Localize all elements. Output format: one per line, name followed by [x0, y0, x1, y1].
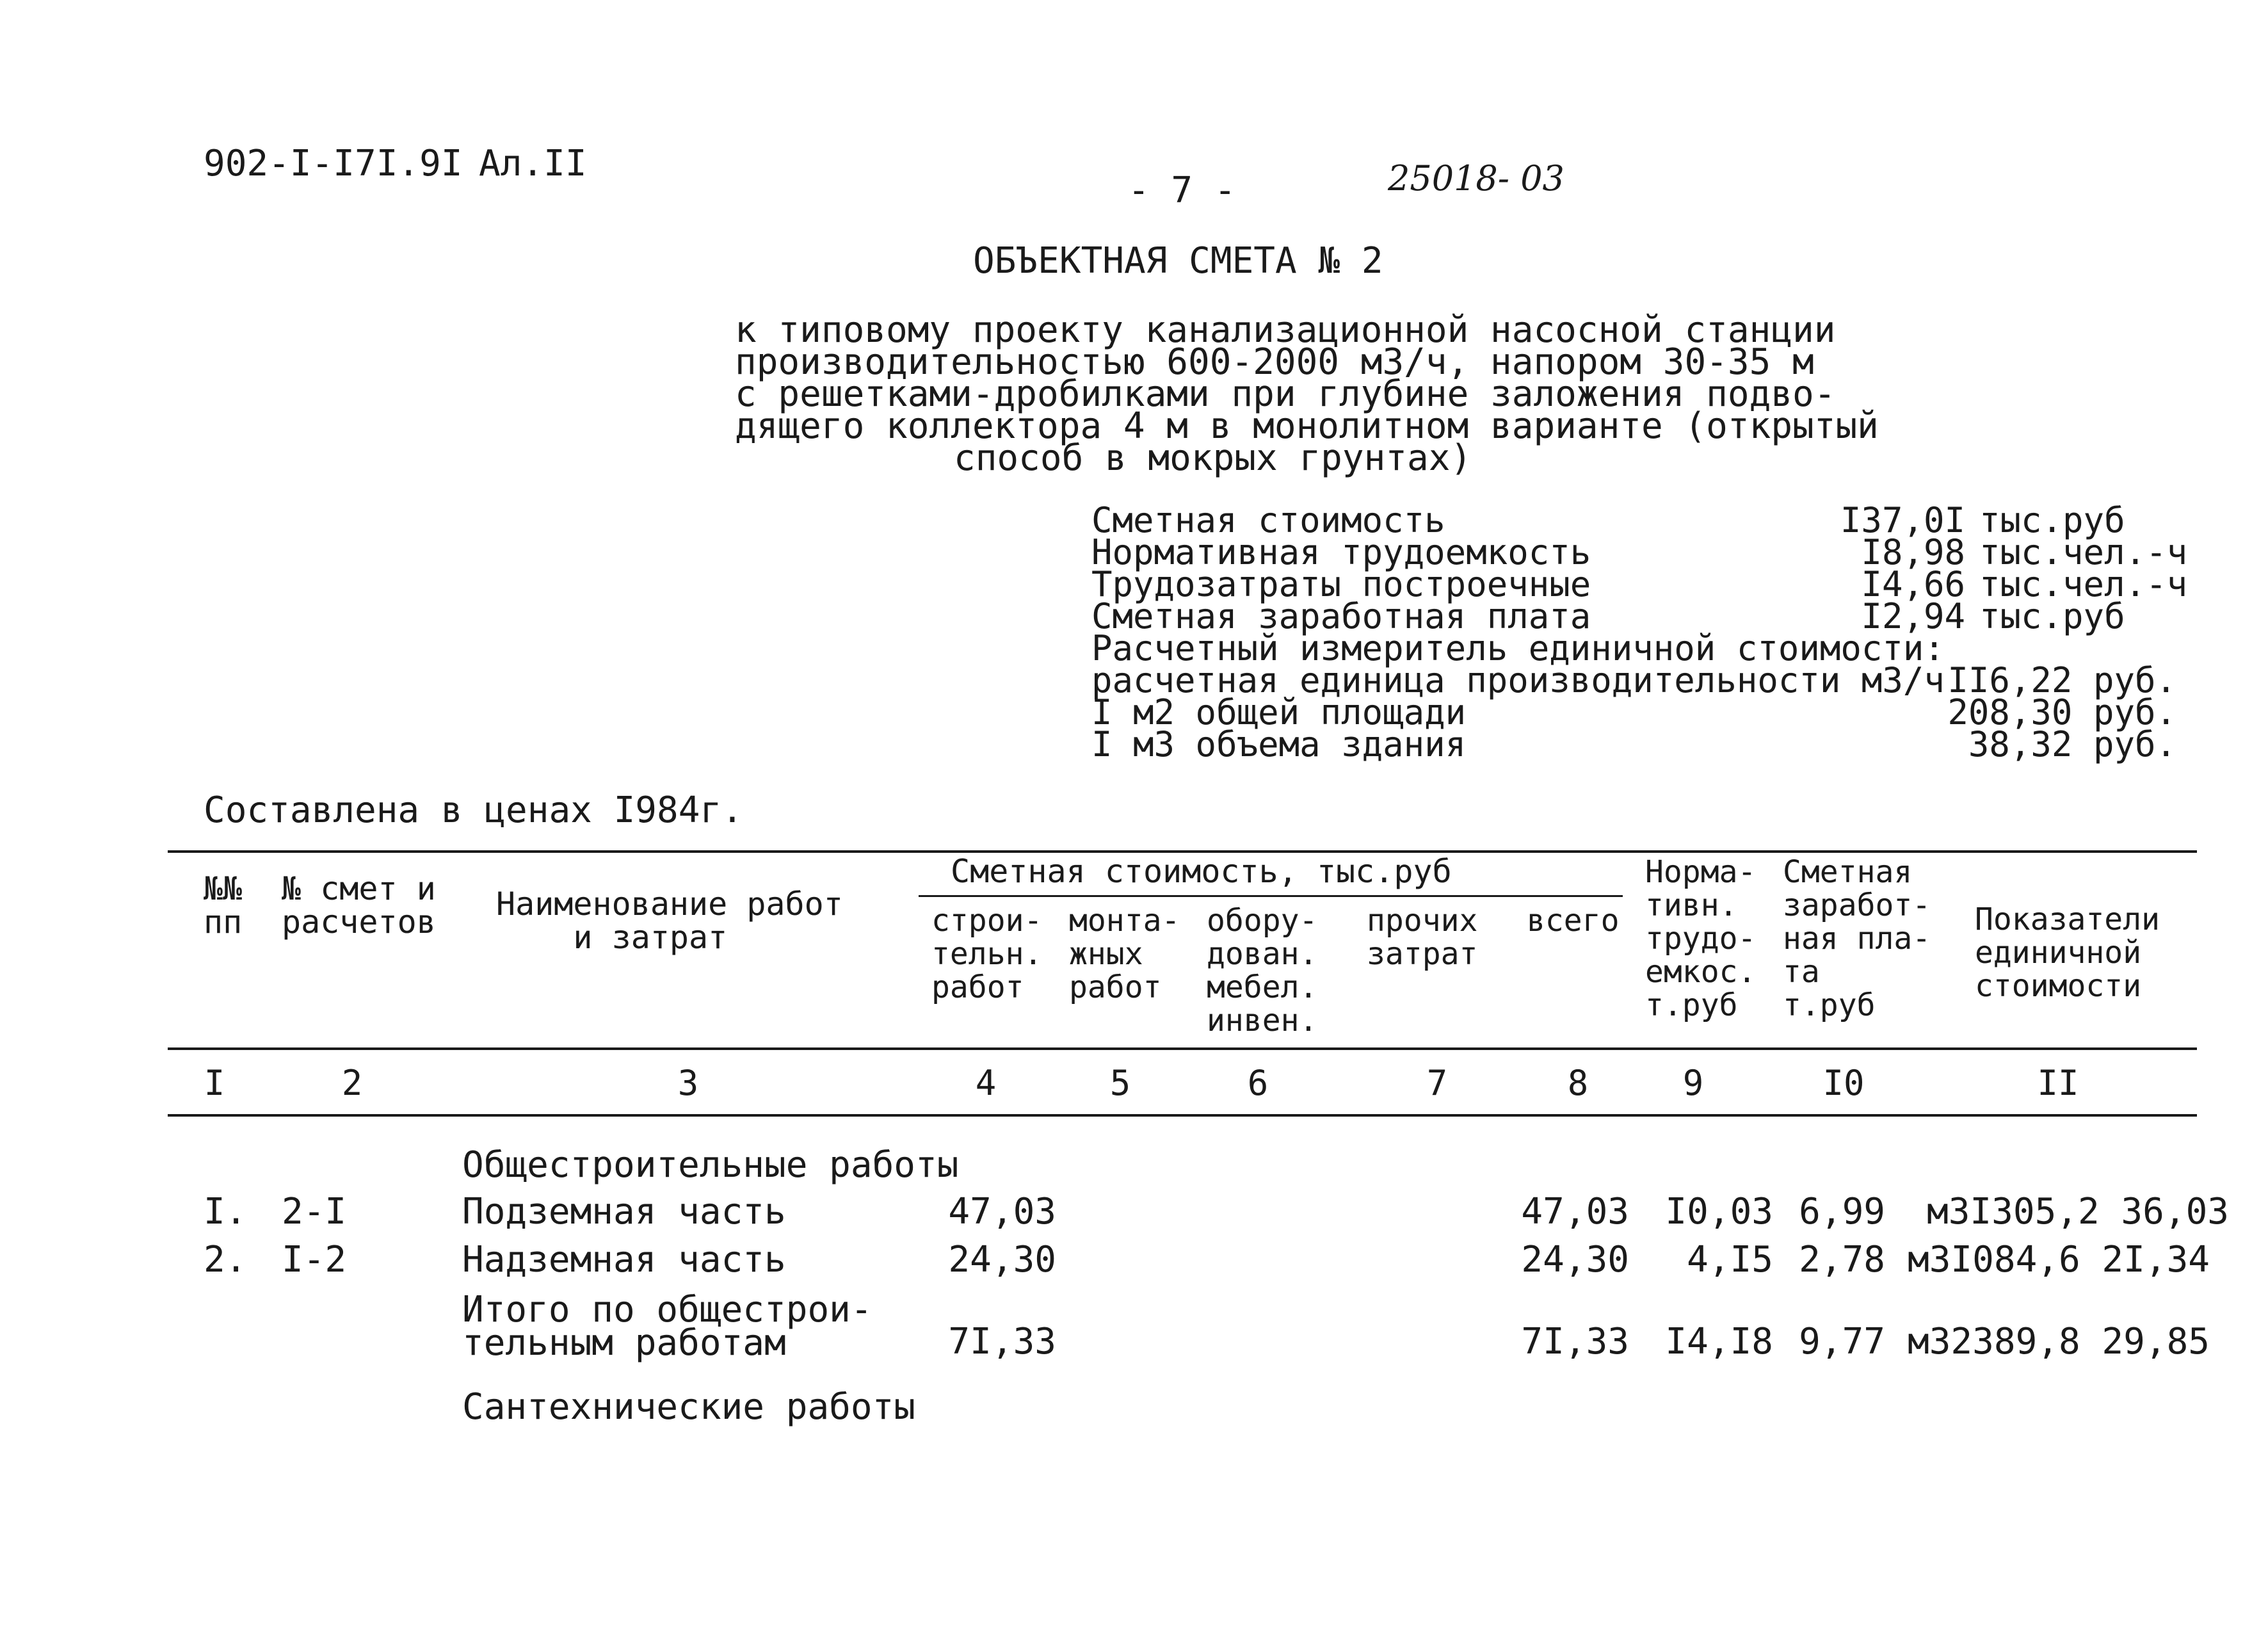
column-number: 6 [1247, 1063, 1269, 1103]
header-estimate-refs: № смет и расчетов [282, 870, 436, 941]
unit-cost-value: 208,30 руб. [1947, 692, 2176, 732]
section-title: Общестроительные работы [462, 1144, 959, 1186]
header-equipment: обору- дован. мебел. инвен. [1207, 903, 1318, 1039]
column-number: 7 [1426, 1063, 1448, 1103]
section-title: Сантехнические работы [462, 1386, 916, 1428]
row-labor: 4,I5 [1687, 1239, 1773, 1281]
header-indicators: Показатели единичной стоимости [1975, 901, 2160, 1004]
row-name: Подземная часть [462, 1191, 786, 1233]
header-work-name: Наименование работ и затрат [496, 885, 843, 956]
column-number: I [204, 1063, 225, 1103]
summary-unit: тыс.руб [1979, 500, 2125, 540]
subtitle-line: способ в мокрых грунтах) [954, 437, 1472, 479]
row-estimate-ref: 2-I [282, 1191, 347, 1233]
sheet-label: Ал.II [479, 143, 587, 184]
header-row-number: №№ пп [204, 870, 243, 941]
header-total: всего [1527, 903, 1620, 939]
row-estimate-ref: I-2 [282, 1239, 347, 1281]
summary-unit: тыс.чел.-ч [1979, 564, 2188, 604]
summary-value: I8,98 [1861, 532, 1965, 572]
page-number: - 7 - [1128, 170, 1236, 211]
column-number: II [2037, 1063, 2079, 1103]
row-wages: 2,78 [1799, 1239, 1885, 1281]
subtitle-line: дящего коллектора 4 м в монолитном варианте (открытый [735, 405, 1879, 447]
header-labor: Норма- тивн. трудо- емкос. т.руб [1645, 854, 1757, 1023]
total-indicators: м32389,8 29,85 [1908, 1321, 2210, 1362]
document-code: 902-I-I7I.9I [204, 143, 463, 184]
unit-cost-label: расчетная единица производительности м3/ч [1091, 660, 1945, 700]
row-indicators: м3I305,2 36,03 [1927, 1191, 2230, 1233]
column-number: 4 [975, 1063, 997, 1103]
total-construction: 7I,33 [948, 1321, 1056, 1362]
row-labor: I0,03 [1665, 1191, 1773, 1233]
row-construction: 47,03 [948, 1191, 1056, 1233]
column-number: 2 [341, 1063, 363, 1103]
total-labor: I4,I8 [1665, 1321, 1773, 1362]
total-name: Итого по общестрои- тельным работам [462, 1289, 873, 1364]
column-number: 3 [677, 1063, 699, 1103]
row-wages: 6,99 [1799, 1191, 1885, 1233]
row-construction: 24,30 [948, 1239, 1056, 1281]
summary-value: I4,66 [1861, 564, 1965, 604]
subtitle-line: производительностью 600-2000 м3/ч, напором 30-35 м [735, 341, 1814, 383]
subtitle-line: к типовому проекту канализационной насосной станции [735, 309, 1836, 351]
header-bottom-rule [168, 1047, 2197, 1050]
unit-cost-label: I м2 общей площади [1091, 692, 1467, 732]
header-cost-group: Сметная стоимость, тыс.руб [951, 853, 1452, 890]
column-numbers-rule [168, 1114, 2197, 1117]
row-indicators: м3I084,6 2I,34 [1908, 1239, 2210, 1281]
column-number: 8 [1567, 1063, 1589, 1103]
row-name: Надземная часть [462, 1239, 786, 1281]
summary-label: Трудозатраты построечные [1091, 564, 1591, 604]
summary-value: I2,94 [1861, 596, 1965, 636]
row-total: 24,30 [1521, 1239, 1629, 1281]
total-total: 7I,33 [1521, 1321, 1629, 1362]
unit-cost-value: II6,22 руб. [1947, 660, 2176, 700]
summary-unit: тыс.руб [1979, 596, 2125, 636]
row-number: 2. [204, 1239, 247, 1281]
handwritten-number: 25018- 03 [1388, 158, 1564, 198]
header-construction: строи- тельн. работ [931, 903, 1043, 1005]
summary-value: I37,0I [1840, 500, 1965, 540]
unit-cost-heading: Расчетный измеритель единичной стоимости: [1091, 628, 1945, 668]
header-other: прочих затрат [1367, 903, 1478, 972]
subtitle-line: с решетками-дробилками при глубине заложения подво- [735, 373, 1836, 415]
row-number: I. [204, 1191, 247, 1233]
total-wages: 9,77 [1799, 1321, 1885, 1362]
prices-note: Составлена в ценах I984г. [204, 789, 743, 831]
summary-label: Нормативная трудоемкость [1091, 532, 1591, 572]
column-number: 5 [1109, 1063, 1131, 1103]
unit-cost-value: 38,32 руб. [1968, 724, 2176, 764]
unit-cost-label: I м3 объема здания [1091, 724, 1467, 764]
estimate-title: ОБЪЕКТНАЯ СМЕТА № 2 [973, 240, 1383, 282]
column-number: 9 [1682, 1063, 1704, 1103]
summary-unit: тыс.чел.-ч [1979, 532, 2188, 572]
column-number: I0 [1822, 1063, 1865, 1103]
summary-label: Сметная стоимость [1091, 500, 1445, 540]
row-total: 47,03 [1521, 1191, 1629, 1233]
header-wages: Сметная заработ- ная пла- та т.руб [1783, 854, 1931, 1023]
header-installation: монта- жных работ [1069, 903, 1180, 1005]
summary-label: Сметная заработная плата [1091, 596, 1591, 636]
cost-group-rule [919, 895, 1623, 897]
